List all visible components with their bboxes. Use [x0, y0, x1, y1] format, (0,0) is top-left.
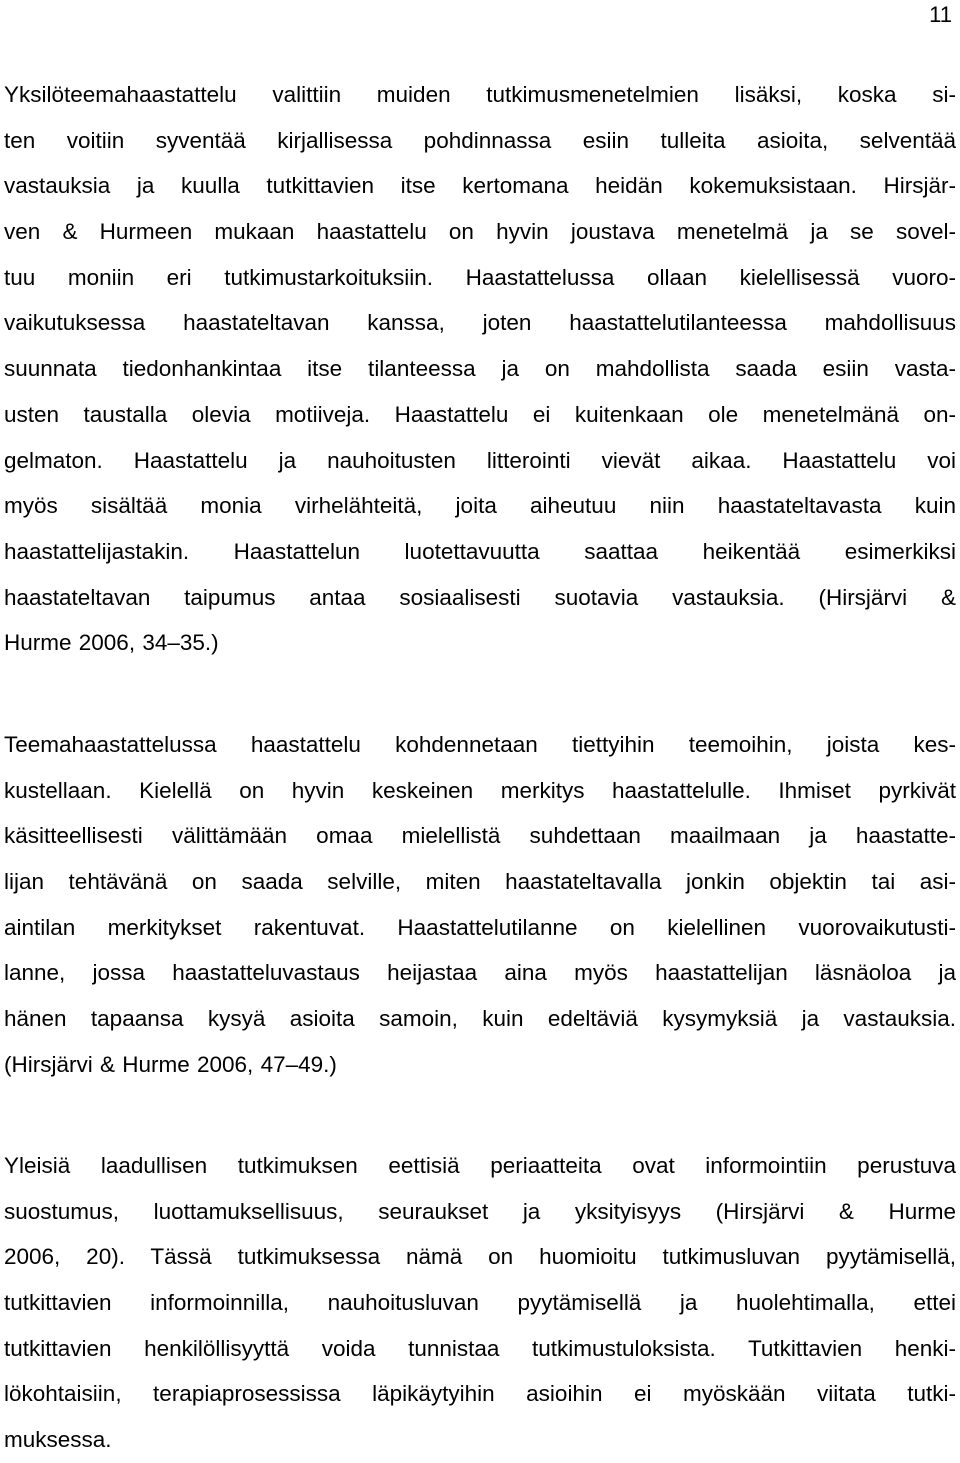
text-line: Teemahaastattelussa haastattelu kohdennetaan tiettyihin teemoihin, joista kes-	[4, 732, 956, 757]
paragraph-interview-method	[4, 72, 956, 666]
text-line: suunnata tiedonhankintaa itse tilanteessa ja on mahdollista saada esiin vasta-	[4, 356, 956, 382]
text-line: tutkittavien informoinnilla, nauhoitusluvan pyytämisellä ja huolehtimalla, ettei	[4, 1290, 956, 1316]
text-line: Hurme 2006, 34–35.)	[4, 630, 219, 656]
text-line: tutkittavien henkilöllisyyttä voida tunnistaa tutkimustuloksista. Tutkittavien henki-	[4, 1335, 956, 1361]
text-line: lanne, jossa haastatteluvastaus heijastaa aina myös haastattelijan läsnäoloa ja	[4, 960, 956, 986]
text-line: hänen tapaansa kysyä asioita samoin, kuin edeltäviä kysymyksiä ja vastauksia.	[4, 1006, 956, 1032]
text-line: gelmaton. Haastattelu ja nauhoitusten litterointi vievät aikaa. Haastattelu voi	[4, 447, 956, 473]
page-number: 11	[929, 2, 952, 27]
text-line: Yleisiä laadullisen tutkimuksen eettisiä periaatteita ovat informointiin perustuva	[4, 1153, 956, 1178]
text-line: usten taustalla olevia motiiveja. Haastattelu ei kuitenkaan ole menetelmänä on-	[4, 401, 956, 427]
text-line: vastauksia ja kuulla tutkittavien itse kertomana heidän kokemuksistaan. Hirsjär-	[4, 173, 956, 199]
paragraph-theme-interview	[4, 722, 956, 1088]
text-line: haastateltavan taipumus antaa sosiaalisesti suotavia vastauksia. (Hirsjärvi &	[4, 584, 956, 610]
text-line: tuu moniin eri tutkimustarkoituksiin. Haastattelussa ollaan kielellisessä vuoro-	[4, 264, 956, 290]
text-line: suostumus, luottamuksellisuus, seuraukset ja yksityisyys (Hirsjärvi & Hurme	[4, 1198, 956, 1224]
text-line: ten voitiin syventää kirjallisessa pohdinnassa esiin tulleita asioita, selventää	[4, 127, 956, 153]
text-line: haastattelijastakin. Haastattelun luotettavuutta saattaa heikentää esimerkiksi	[4, 538, 956, 564]
text-line: aintilan merkitykset rakentuvat. Haastattelutilanne on kielellinen vuorovaikutusti-	[4, 914, 956, 940]
text-line: käsitteellisesti välittämään omaa mielellistä suhdettaan maailmaan ja haastatte-	[4, 823, 956, 849]
text-line: (Hirsjärvi & Hurme 2006, 47–49.)	[4, 1051, 337, 1077]
text-line: lökohtaisiin, terapiaprosessissa läpikäytyihin asioihin ei myöskään viitata tutki-	[4, 1381, 956, 1407]
text-line: kustellaan. Kielellä on hyvin keskeinen merkitys haastattelulle. Ihmiset pyrkivät	[4, 777, 956, 803]
text-line: Yksilöteemahaastattelu valittiin muiden tutkimusmenetelmien lisäksi, koska si-	[4, 82, 956, 107]
paragraph-research-ethics	[4, 1143, 956, 1463]
text-line: ven & Hurmeen mukaan haastattelu on hyvin joustava menetelmä ja se sovel-	[4, 219, 956, 245]
text-line: myös sisältää monia virhelähteitä, joita aiheutuu niin haastateltavasta kuin	[4, 493, 956, 519]
text-line: muksessa.	[4, 1427, 112, 1453]
text-line: 2006, 20). Tässä tutkimuksessa nämä on huomioitu tutkimusluvan pyytämisellä,	[4, 1244, 956, 1270]
text-line: vaikutuksessa haastateltavan kanssa, joten haastattelutilanteessa mahdollisuus	[4, 310, 956, 336]
text-line: lijan tehtävänä on saada selville, miten haastateltavalla jonkin objektin tai asi-	[4, 869, 956, 895]
